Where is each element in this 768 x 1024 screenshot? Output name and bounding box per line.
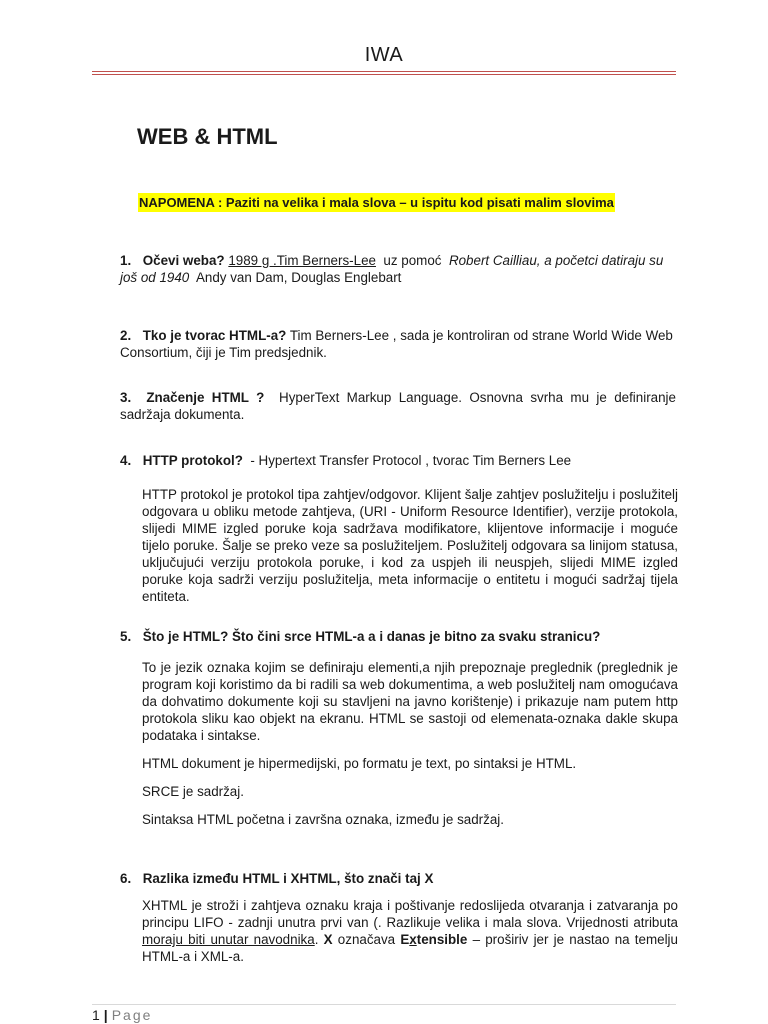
answer-text: uz pomoć bbox=[383, 253, 442, 268]
page-label: Page bbox=[111, 1007, 153, 1023]
question-2 bbox=[120, 327, 676, 361]
paragraph-text: SRCE je sadržaj. bbox=[142, 784, 244, 799]
question-1 bbox=[120, 252, 676, 286]
question-6 bbox=[120, 870, 676, 887]
paragraph-text: Sintaksa HTML početna i završna oznaka, između je sadržaj. bbox=[142, 812, 504, 827]
answer-text: - Hypertext Transfer Protocol , tvorac Tim Berners Lee bbox=[250, 453, 572, 468]
question-heading: Razlika između HTML i XHTML, što znači taj X bbox=[142, 871, 434, 886]
document-title: WEB & HTML bbox=[137, 124, 278, 149]
question-4 bbox=[120, 452, 676, 469]
question-number: 1. bbox=[120, 253, 132, 268]
question-number: 4. bbox=[120, 453, 132, 468]
extensible-rest: tensible bbox=[416, 932, 468, 947]
question-heading: Tko je tvorac HTML-a? bbox=[142, 328, 287, 343]
question-heading: HTTP protokol? bbox=[142, 453, 243, 468]
answer-text-2: Andy van Dam, Douglas Englebart bbox=[195, 270, 402, 285]
question-number: 5. bbox=[120, 629, 132, 644]
question-number: 2. bbox=[120, 328, 132, 343]
header-divider bbox=[92, 71, 676, 75]
date-text: 1989 g .Tim Berners-Lee bbox=[228, 253, 376, 268]
question-number: 6. bbox=[120, 871, 132, 886]
question-5 bbox=[120, 628, 676, 645]
paragraph-text: To je jezik oznaka kojim se definiraju elementi,a njih prepoznaje preglednik (preglednik je program koji koristimo da bi radili sa web dokumentima, a web poslužitelj nam omogućava da dohvatimo dokumente koji su stavljeni na javno korištenje) i prikazuje nam putem http protokola sliku kao objekt na ekranu. HTML se sastoji od elemenata-oznaka dakle skupa podataka i sintakse. bbox=[142, 660, 678, 743]
highlighted-note: NAPOMENA : Paziti na velika i mala slova – u ispitu kod pisati malim slovima bbox=[139, 195, 614, 210]
answer-text: Tim Berners-Lee , sada je kontroliran od strane World Wide Web Consortium, čiji je Tim predsjednik. bbox=[120, 328, 673, 360]
text-segment: označava bbox=[337, 932, 396, 947]
html-paragraphs bbox=[142, 659, 678, 839]
text-segment: XHTML je stroži i zahtjeva oznaku kraja i poštivanje redoslijeda otvaranja i zatvaranja po principu LIFO - zadnji unutra prvi van (. Razlikuje velika i mala slova. Vrijednosti atributa bbox=[142, 898, 678, 930]
paragraph-text bbox=[142, 897, 678, 965]
xhtml-paragraph bbox=[142, 897, 678, 976]
extensible-x: x bbox=[409, 932, 417, 947]
answer-italic: Robert Cailliau, a početci datiraju su još od 1940 bbox=[120, 253, 664, 285]
http-paragraph bbox=[142, 486, 678, 616]
page-footer bbox=[92, 1007, 152, 1023]
extensible-e: E bbox=[400, 932, 410, 947]
question-heading: Očevi weba? bbox=[142, 253, 225, 268]
question-heading: Što je HTML? Što čini srce HTML-a a i danas je bitno za svaku stranicu? bbox=[142, 629, 601, 644]
page-separator: | bbox=[103, 1007, 108, 1023]
page-number: 1 bbox=[92, 1007, 100, 1023]
answer-text: HyperText Markup Language. Osnovna svrha mu je definiranje sadržaja dokumenta. bbox=[120, 390, 676, 422]
question-number: 3. bbox=[120, 390, 132, 405]
text-segment: . bbox=[314, 932, 319, 947]
paragraph-text: HTML dokument je hipermedijski, po formatu je text, po sintaksi je HTML. bbox=[142, 756, 577, 771]
text-segment: – proširiv jer je nastao na temelju HTML-a i XML-a. bbox=[142, 932, 678, 964]
underlined-text: moraju biti unutar navodnika bbox=[142, 932, 315, 947]
page-header-title: IWA bbox=[364, 44, 404, 66]
footer-divider bbox=[92, 1004, 676, 1005]
extensible-term bbox=[400, 932, 467, 947]
paragraph-text: HTTP protokol je protokol tipa zahtjev/odgovor. Klijent šalje zahtjev poslužitelju i poslužitelj odgovara u obliku metode zahtjeva, (URI - Uniform Resource Identifier), verzije protokola, slijedi MIME izgled poruke koja sadržava modifikatore, klijentove informacije i moguće tijelo poruke. Šalje se preko veze sa poslužiteljem. Poslužitelj odgovara sa linijom statusa, uključujući verziju protokola poruke, i kod za uspjeh ili neuspjeh, slijedi MIME izgled poruke koja sadrži verziju poslužitelja, meta informacije o entitetu i mogući sadržaj tijela entiteta. bbox=[142, 487, 678, 604]
question-heading: Značenje HTML ? bbox=[146, 390, 265, 405]
bold-x: X bbox=[323, 932, 333, 947]
question-3 bbox=[120, 389, 676, 423]
